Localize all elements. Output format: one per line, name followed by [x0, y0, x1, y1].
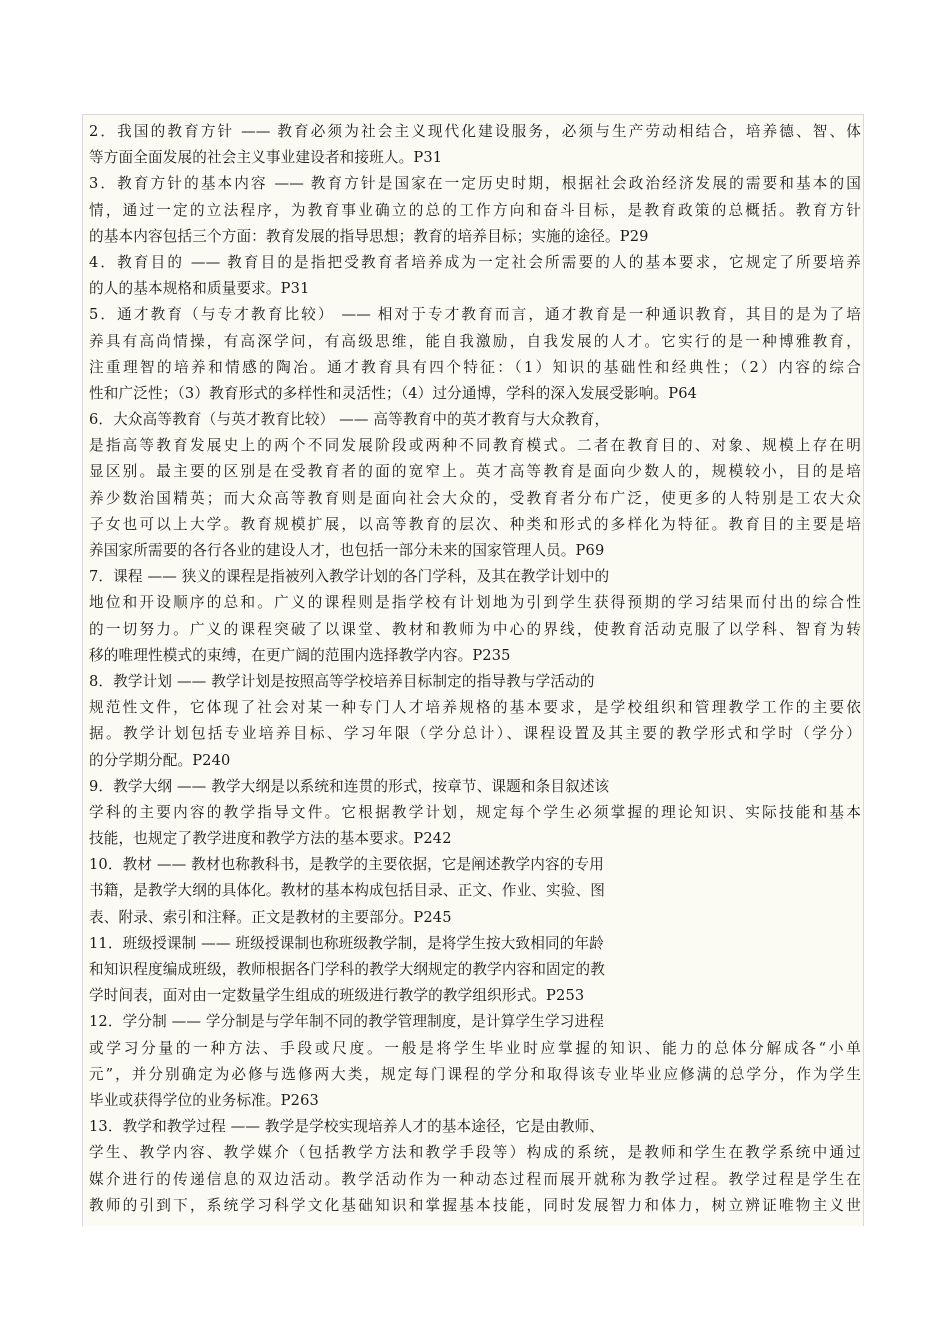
text-line: 6．大众高等教育（与英才教育比较） —— 高等教育中的英才教育与大众教育，: [89, 411, 610, 429]
document-body: [89, 119, 861, 1219]
text-line: 据。教学计划包括专业培养目标、学习年限（学分总计）、课程设置及其主要的教学形式和学时（学分）: [89, 725, 861, 743]
text-line: 养少数治国精英；而大众高等教育则是面向社会大众的，受教育者分布广泛，使更多的人特别是工农大众: [89, 489, 861, 507]
text-line: 或学习分量的一种方法、手段或尺度。一般是将学生毕业时应掌握的知识、能力的总体分解成各“小单: [89, 1039, 861, 1057]
text-line: 11．班级授课制 —— 班级授课制也称班级教学制，是将学生按大致相同的年龄: [89, 934, 604, 952]
text-line: 教师的引到下，系统学习科学文化基础知识和掌握基本技能，同时发展智力和体力，树立辨证唯物主义世: [89, 1196, 861, 1214]
text-line: 学科的主要内容的教学指导文件。它根据教学计划，规定每个学生必须掌握的理论知识、实际技能和基本: [89, 803, 861, 821]
text-line: 规范性文件，它体现了社会对某一种专门人才培养规格的基本要求，是学校组织和管理教学工作的主要依: [89, 699, 861, 717]
text-line: 的分学期分配。P240: [89, 751, 231, 769]
text-line: 5．通才教育（与专才教育比较） —— 相对于专才教育而言，通才教育是一种通识教育，其目的是为了培: [89, 306, 861, 324]
text-line: 8．教学计划 —— 教学计划是按照高等学校培养目标制定的指导教与学活动的: [89, 672, 595, 690]
text-line: 3．教育方针的基本内容 —— 教育方针是国家在一定历史时期，根据社会政治经济发展的需要和基本的国: [89, 175, 861, 193]
text-line: 移的唯理性模式的束缚，在更广阔的范围内选择教学内容。P235: [89, 646, 511, 664]
text-line: 学生、教学内容、教学媒介（包括教学方法和教学手段等）构成的系统，是教师和学生在教学系统中通过: [89, 1144, 861, 1162]
text-line: 表、附录、索引和注释。正文是教材的主要部分。P245: [89, 908, 452, 926]
text-line: 毕业或获得学位的业务标准。P263: [89, 1091, 319, 1109]
text-line: 等方面全面发展的社会主义事业建设者和接班人。P31: [89, 149, 443, 167]
text-line: 技能，也规定了教学进度和教学方法的基本要求。P242: [89, 830, 452, 848]
text-line: 和知识程度编成班级，教师根据各门学科的教学大纲规定的教学内容和固定的教: [89, 961, 606, 978]
text-line: 13．教学和教学过程 —— 教学是学校实现培养人才的基本途径，它是由教师、: [89, 1118, 604, 1136]
document-page: [82, 114, 864, 1226]
text-line: 2．我国的教育方针 —— 教育必须为社会主义现代化建设服务，必须与生产劳动相结合，培养德、智、体: [89, 123, 861, 140]
text-line: 情，通过一定的立法程序，为教育事业确立的总的工作方向和奋斗目标，是教育政策的总概括。教育方针: [89, 201, 861, 219]
text-line: 显区别。最主要的区别是在受教育者的面的宽窄上。英才高等教育是面向少数人的，规模较小，目的是培: [89, 463, 861, 481]
text-line: 元”，并分别确定为必修与选修两大类，规定每门课程的学分和取得该专业毕业应修满的总学分，作为学生: [89, 1065, 861, 1083]
text-line: 的一切努力。广义的课程突破了以课堂、教材和教师为中心的界线，使教育活动克服了以学科、智育为转: [89, 620, 861, 638]
text-line: 性和广泛性；（3）教育形式的多样性和灵活性；（4）过分通博，学科的深入发展受影响。P64: [89, 384, 698, 402]
text-line: 养国家所需要的各行各业的建设人才，也包括一部分未来的国家管理人员。P69: [89, 542, 605, 559]
text-line: 的人的基本规格和质量要求。P31: [89, 280, 310, 298]
text-line: 的基本内容包括三个方面：教育发展的指导思想；教育的培养目标；实施的途径。P29: [89, 227, 649, 245]
text-line: 养具有高尚情操，有高深学问，有高级思维，能自我激励，自我发展的人才。它实行的是一种博雅教育，: [89, 332, 861, 350]
text-line: 注重理智的培养和情感的陶冶。通才教育具有四个特征：（1）知识的基础性和经典性；（2）内容的综合: [89, 358, 861, 376]
text-line: 7．课程 —— 狭义的课程是指被列入教学计划的各门学科，及其在教学计划中的: [89, 568, 610, 586]
text-line: 地位和开设顺序的总和。广义的课程则是指学校有计划地为引到学生获得预期的学习结果而付出的综合性: [89, 594, 861, 612]
text-line: 书籍，是教学大纲的具体化。教材的基本构成包括目录、正文、作业、实验、图: [89, 882, 606, 900]
text-line: 媒介进行的传递信息的双边活动。教学活动作为一种动态过程而展开就称为教学过程。教学过程是学生在: [89, 1170, 861, 1188]
text-line: 学时间表，面对由一定数量学生组成的班级进行教学的教学组织形式。P253: [89, 987, 585, 1005]
text-line: 是指高等教育发展史上的两个不同发展阶段或两种不同教育模式。二者在教育目的、对象、规模上存在明: [89, 437, 861, 455]
text-line: 12．学分制 —— 学分制是与学年制不同的教学管理制度，是计算学生学习进程: [89, 1013, 604, 1031]
text-line: 子女也可以上大学。教育规模扩展，以高等教育的层次、种类和形式的多样化为特征。教育目的主要是培: [89, 515, 861, 533]
text-line: 10．教材 —— 教材也称教科书，是教学的主要依据，它是阐述教学内容的专用: [89, 856, 604, 874]
text-line: 4．教育目的 —— 教育目的是指把受教育者培养成为一定社会所需要的人的基本要求，它规定了所要培养: [89, 253, 861, 271]
text-line: 9．教学大纲 —— 教学大纲是以系统和连贯的形式，按章节、课题和条目叙述该: [89, 777, 610, 795]
